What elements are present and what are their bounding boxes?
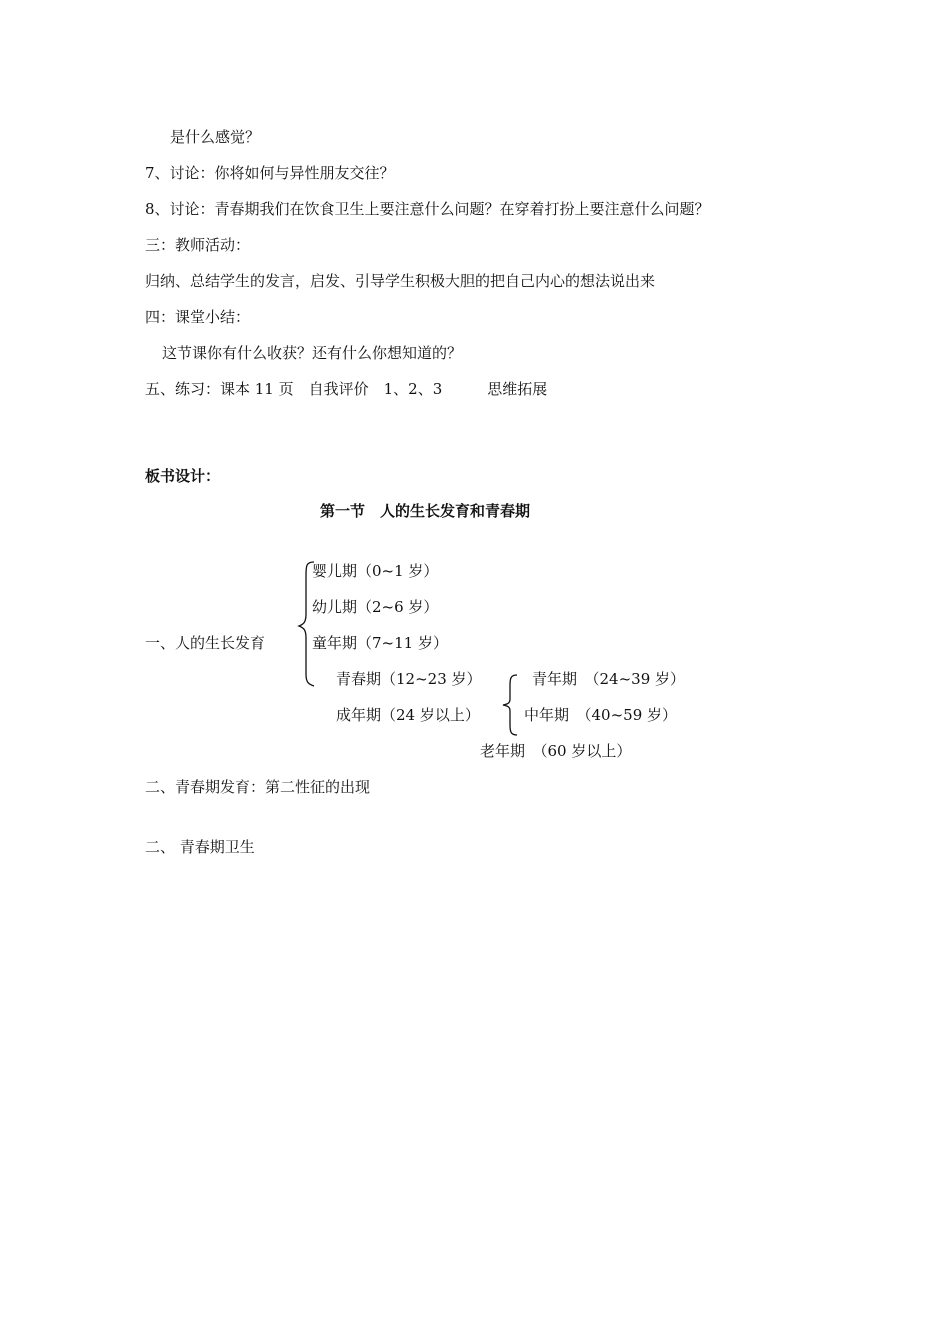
right-brace-icon [500,673,520,737]
text-line: 是什么感觉？ [170,128,261,146]
board-title: 第一节 人的生长发育和青春期 [320,502,531,520]
stage-child: 童年期（7~11 岁） [312,634,448,652]
stage-young-adult: 青年期 （24~39 岁） [532,670,686,688]
section-teacher-activity: 三：教师活动： [145,236,251,254]
section3-label: 二、 青春期卫生 [145,838,255,856]
section1-label: 一、人的生长发育 [145,634,266,652]
exercise-text: 五、练习：课本 11 页 自我评价 1、2、3 思维拓展 [145,380,548,398]
discussion-7: 7、讨论：你将如何与异性朋友交往？ [145,164,395,182]
stage-infant: 婴儿期（0~1 岁） [312,562,439,580]
board-design-heading: 板书设计： [145,467,221,485]
summary-text: 这节课你有什么收获？还有什么你想知道的？ [162,344,463,362]
section-summary: 四：课堂小结： [145,308,251,326]
stage-adult: 成年期（24 岁以上） [336,706,480,724]
stage-youth: 青春期（12~23 岁） [336,670,482,688]
stage-old-age: 老年期 （60 岁以上） [480,742,632,760]
stage-toddler: 幼儿期（2~6 岁） [312,598,439,616]
discussion-8: 8、讨论：青春期我们在饮食卫生上要注意什么问题？在穿着打扮上要注意什么问题？ [145,200,710,218]
stage-middle-age: 中年期 （40~59 岁） [524,706,678,724]
teacher-activity-text: 归纳、总结学生的发言，启发、引导学生积极大胆的把自己内心的想法说出来 [145,272,656,290]
section2-label: 二、青春期发育：第二性征的出现 [145,778,371,796]
